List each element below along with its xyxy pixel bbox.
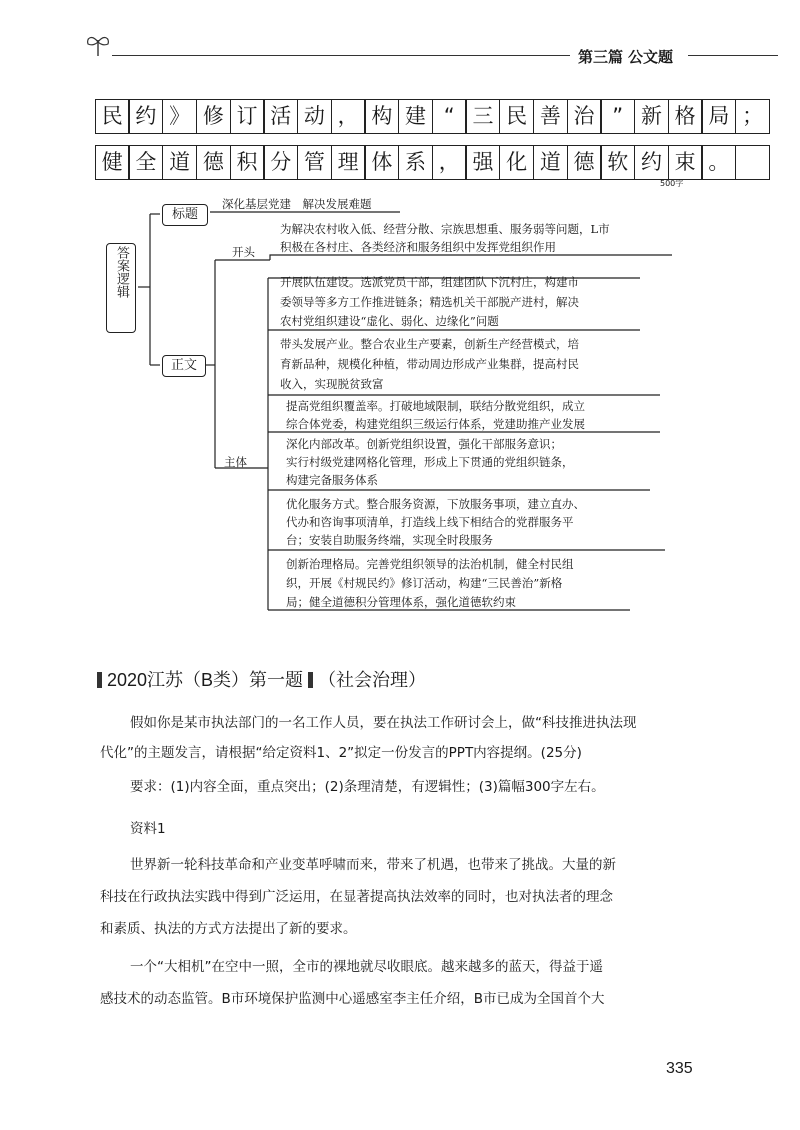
mindmap-main-label: 主体 — [224, 455, 247, 469]
section-heading-text: 2020江苏（B类）第一题 — [107, 670, 304, 690]
mindmap-block-3-line-1: 提高党组织覆盖率。打破地域限制，联结分散党组织，成立 — [286, 399, 585, 413]
mindmap-block-5-line-3: 台；安装自助服务终端，实现全时段服务 — [286, 533, 493, 547]
question-requirement: 要求：(1)内容全面，重点突出；(2)条理清楚，有逻辑性；(3)篇幅300字左右。 — [130, 779, 605, 795]
grid-cell: 系 — [398, 145, 433, 180]
grid-cell: 修 — [196, 99, 231, 134]
mindmap-block-4-line-3: 构建完备服务体系 — [286, 473, 378, 487]
mindmap-block-1-line-2: 委领导等多方工作推进链条；精选机关干部脱产进村，解决 — [280, 295, 579, 309]
grid-cell: 管 — [297, 145, 332, 180]
grid-cell: 健 — [95, 145, 130, 180]
grid-cell: 体 — [364, 145, 399, 180]
grid-cell: 理 — [331, 145, 366, 180]
heading-mark-right — [308, 672, 313, 688]
grid-cell: 全 — [128, 145, 163, 180]
mindmap-block-4-line-1: 深化内部改革。创新党组织设置，强化干部服务意识； — [286, 437, 562, 451]
grid-cell: 构 — [364, 99, 399, 134]
section-topic: （社会治理） — [318, 670, 427, 690]
heading-mark-left — [97, 672, 102, 688]
grid-cell: 治 — [567, 99, 602, 134]
material-p2-line-1: 一个“大相机”在空中一照，全市的裸地就尽收眼底。越来越多的蓝天，得益于遥 — [130, 959, 603, 975]
word-count: 500字 — [660, 179, 684, 188]
mindmap-opening-line-1: 为解决农村收入低、经营分散、宗族思想重、服务弱等问题，L市 — [280, 222, 610, 236]
grid-cell: 道 — [162, 145, 197, 180]
grid-cell: 格 — [668, 99, 703, 134]
grid-cell: 新 — [634, 99, 669, 134]
question-line-1: 假如你是某市执法部门的一名工作人员，要在执法工作研讨会上，做“科技推进执法现 — [130, 715, 637, 731]
grid-cell: 》 — [162, 99, 197, 134]
grid-cell: 分 — [263, 145, 298, 180]
mindmap-root-text: 答案逻辑 — [114, 246, 129, 298]
mindmap-title-text: 深化基层党建 解决发展难题 — [222, 197, 372, 211]
mindmap-block-4-line-2: 实行村级党建网格化管理，形成上下贯通的党组织链条， — [286, 455, 574, 469]
section-heading — [92, 666, 426, 692]
grid-cell: ； — [735, 99, 770, 134]
grid-cell: ” — [600, 99, 635, 134]
grid-cell: ， — [331, 99, 366, 134]
mindmap-block-6-line-2: 织，开展《村规民约》修订活动，构建“三民善治”新格 — [286, 576, 563, 590]
mindmap-block-1-line-1: 开展队伍建设。选派党员干部，组建团队下沉村庄，构建市 — [280, 275, 579, 289]
mindmap-title-label: 标题 — [162, 204, 208, 226]
grid-cell: 三 — [465, 99, 500, 134]
mindmap-block-2-line-2: 育新品种，规模化种植，带动周边形成产业集群，提高村民 — [280, 357, 579, 371]
page-number: 335 — [666, 1060, 693, 1077]
grid-cell: 。 — [701, 145, 736, 180]
mindmap-root — [106, 243, 136, 333]
mindmap-block-5-line-1: 优化服务方式。整合服务资源，下放服务事项，建立直办、 — [286, 497, 585, 511]
grid-cell: 局 — [701, 99, 736, 134]
grid-cell: ， — [432, 145, 467, 180]
grid-cell: 订 — [230, 99, 265, 134]
mindmap-opening-label: 开头 — [232, 245, 255, 259]
mindmap-block-1-line-3: 农村党组织建设“虚化、弱化、边缘化”问题 — [280, 314, 499, 328]
grid-cell: 软 — [600, 145, 635, 180]
material-p2-line-2: 感技术的动态监管。B市环境保护监测中心遥感室李主任介绍，B市已成为全国首个大 — [100, 991, 605, 1007]
mindmap-opening-line-2: 积极在各村庄、各类经济和服务组织中发挥党组织作用 — [280, 240, 556, 254]
grid-cell: 建 — [398, 99, 433, 134]
material-p1-line-2: 科技在行政执法实践中得到广泛运用，在显著提高执法效率的同时，也对执法者的理念 — [100, 889, 613, 905]
grid-cell: 动 — [297, 99, 332, 134]
material-p1-line-1: 世界新一轮科技革命和产业变革呼啸而来，带来了机遇，也带来了挑战。大量的新 — [130, 857, 616, 873]
grid-cell: 德 — [196, 145, 231, 180]
grid-cell: 善 — [533, 99, 568, 134]
question-line-2: 代化”的主题发言，请根据“给定资料1、2”拟定一份发言的PPT内容提纲。(25分) — [100, 745, 582, 761]
grid-cell: 束 — [668, 145, 703, 180]
mindmap-block-6-line-3: 局；健全道德积分管理体系，强化道德软约束 — [286, 595, 516, 609]
mindmap-block-3-line-2: 综合体党委，构建党组织三级运行体系，党建助推产业发展 — [286, 417, 585, 431]
mindmap-block-5-line-2: 代办和咨询事项清单，打造线上线下相结合的党群服务平 — [286, 515, 574, 529]
grid-cell: 德 — [567, 145, 602, 180]
grid-cell: 民 — [499, 99, 534, 134]
grid-cell: 积 — [230, 145, 265, 180]
grid-cell: 强 — [465, 145, 500, 180]
material-p1-line-3: 和素质、执法的方式方法提出了新的要求。 — [100, 921, 357, 937]
mindmap-body-label: 正文 — [162, 355, 206, 377]
header-section: 第三篇 — [578, 49, 624, 66]
grid-cell: 活 — [263, 99, 298, 134]
mindmap-block-2-line-3: 收入，实现脱贫致富 — [280, 377, 384, 391]
grid-cell: “ — [432, 99, 467, 134]
grid-cell: 约 — [634, 145, 669, 180]
header-title: 公文题 — [628, 49, 674, 66]
mindmap-block-6-line-1: 创新治理格局。完善党组织领导的法治机制，健全村民组 — [286, 557, 574, 571]
grid-cell: 约 — [128, 99, 163, 134]
mindmap-block-2-line-1: 带头发展产业。整合农业生产要素，创新生产经营模式，培 — [280, 337, 579, 351]
grid-cell: 化 — [499, 145, 534, 180]
grid-cell: 民 — [95, 99, 130, 134]
material-label: 资料1 — [130, 821, 166, 837]
grid-cell: 道 — [533, 145, 568, 180]
